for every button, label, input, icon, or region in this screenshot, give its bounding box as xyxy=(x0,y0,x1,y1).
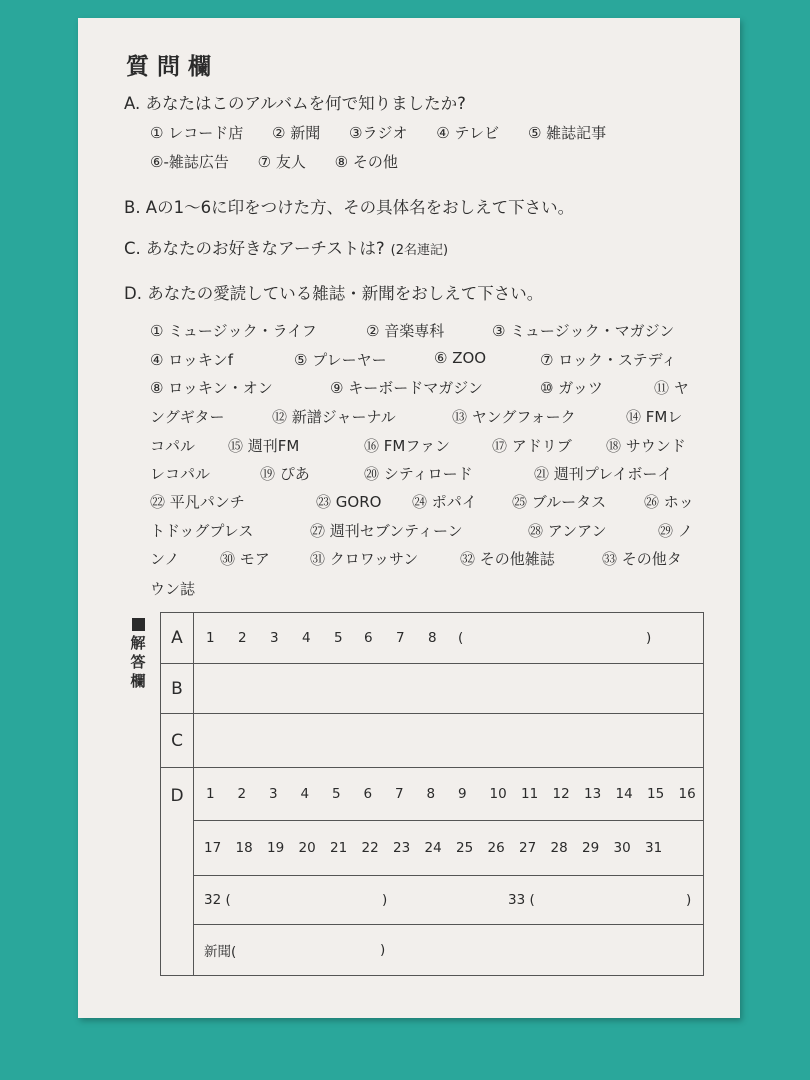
answer-cell-d-numbers-2[interactable] xyxy=(194,821,704,876)
answer-cell-a[interactable] xyxy=(194,613,704,664)
answer-label-char: 解 xyxy=(130,634,146,652)
answer-d-number[interactable]: 5 xyxy=(332,786,341,802)
answer-a-number[interactable]: 1 xyxy=(206,630,215,646)
option-a-5[interactable]: ⑤ 雑誌記事 xyxy=(527,124,607,142)
magazine-option[interactable]: ⑲ ぴあ xyxy=(260,465,310,483)
page-title: 質問欄 xyxy=(126,54,219,80)
magazine-option[interactable]: ④ ロッキンf xyxy=(150,351,234,369)
magazine-option[interactable]: ⑱ サウンド xyxy=(606,437,686,455)
answer-d-number[interactable]: 23 xyxy=(393,840,411,856)
answer-d-number[interactable]: 9 xyxy=(458,786,467,802)
magazine-option[interactable]: ㉑ 週刊プレイボーイ xyxy=(534,465,673,483)
magazine-option[interactable]: レコパル xyxy=(150,465,211,483)
option-a-2[interactable]: ② 新聞 xyxy=(272,124,321,142)
magazine-option[interactable]: ③ ミュージック・マガジン xyxy=(492,322,675,340)
answer-d-number[interactable]: 11 xyxy=(521,786,539,802)
answer-d-number[interactable]: 8 xyxy=(426,786,436,802)
answer-cell-d-numbers-1[interactable] xyxy=(194,768,704,821)
answer-a-number[interactable]: 4 xyxy=(302,630,311,646)
magazine-option[interactable]: ⑯ FMファン xyxy=(364,437,451,455)
magazine-option[interactable]: ⑳ シティロード xyxy=(364,465,473,483)
row-label-c: C xyxy=(161,714,194,768)
answer-a-number[interactable]: 7 xyxy=(396,630,405,646)
question-c-label xyxy=(124,235,448,259)
magazine-option[interactable]: ② 音楽専科 xyxy=(366,322,445,340)
answer-d-number[interactable]: 25 xyxy=(456,840,474,856)
answer-a-number[interactable]: 5 xyxy=(334,630,343,646)
answer-other-magazine-32-close: ) xyxy=(382,892,388,908)
magazine-option[interactable]: ⑭ FMレ xyxy=(626,408,683,426)
answer-d-number[interactable]: 18 xyxy=(235,840,253,856)
answer-d-number[interactable]: 24 xyxy=(424,840,442,856)
question-a-options-row1 xyxy=(150,122,630,143)
answer-d-number[interactable]: 20 xyxy=(298,840,316,856)
row-label-d: D xyxy=(161,768,194,976)
answer-other-town-magazine-33[interactable]: 33 ( xyxy=(508,892,535,908)
answer-d-number[interactable]: 17 xyxy=(204,840,222,856)
magazine-option[interactable]: ⑬ ヤングフォーク xyxy=(452,408,576,426)
answer-d-number[interactable]: 15 xyxy=(647,786,665,802)
answer-d-number[interactable]: 12 xyxy=(552,786,570,802)
answer-d-number[interactable]: 16 xyxy=(678,786,696,802)
answer-d-number[interactable]: 1 xyxy=(206,786,215,802)
answer-cell-d-newspaper[interactable] xyxy=(194,925,704,976)
magazine-option[interactable]: ㉔ ポパイ xyxy=(412,493,477,511)
square-bullet-icon xyxy=(132,618,145,631)
magazine-option[interactable]: ⑨ キーボードマガジン xyxy=(330,379,483,397)
magazine-option[interactable]: ㉚ モア xyxy=(220,550,270,568)
answer-row-b xyxy=(161,664,704,714)
row-label-b: B xyxy=(161,664,194,714)
answer-row-a xyxy=(161,613,704,664)
answer-d-number[interactable]: 2 xyxy=(237,786,247,802)
magazine-option[interactable]: ⑮ 週刊FM xyxy=(228,437,300,455)
answer-d-number[interactable]: 29 xyxy=(582,840,600,856)
option-a-8[interactable]: ⑧ その他 xyxy=(334,153,398,171)
option-a-3[interactable]: ③ラジオ xyxy=(349,124,408,142)
magazine-option[interactable]: ⑧ ロッキン・オン xyxy=(150,379,273,397)
magazine-option[interactable]: ングギター xyxy=(150,408,225,426)
answer-newspaper[interactable]: 新聞( xyxy=(204,944,237,960)
magazine-option[interactable]: ンノ xyxy=(150,550,180,568)
question-d-label: D. あなたの愛読している雑誌・新聞をおしえて下さい。 xyxy=(124,284,544,303)
magazine-option[interactable]: ㉙ ノ xyxy=(658,522,693,540)
magazine-option[interactable]: ⑦ ロック・ステディ xyxy=(540,351,677,369)
answer-d-number[interactable]: 30 xyxy=(613,840,631,856)
question-a-options-row2 xyxy=(150,151,422,172)
magazine-option[interactable]: ㉝ その他タ xyxy=(602,550,682,568)
answer-d-number[interactable]: 3 xyxy=(269,786,278,802)
magazine-option[interactable]: ⑫ 新譜ジャーナル xyxy=(272,408,396,426)
magazine-option[interactable]: ウン誌 xyxy=(150,580,196,598)
answer-label-char: 答 xyxy=(130,653,146,671)
answer-cell-c[interactable] xyxy=(194,714,704,768)
magazine-option[interactable]: ㉛ クロワッサン xyxy=(310,550,419,568)
answer-a-number[interactable]: 2 xyxy=(238,630,247,646)
magazine-option[interactable]: ㉜ その他雑誌 xyxy=(460,550,555,568)
row-label-a: A xyxy=(161,613,194,664)
magazine-option[interactable]: ① ミュージック・ライフ xyxy=(150,322,317,340)
magazine-option[interactable]: トドッグプレス xyxy=(150,522,254,540)
questionnaire-card xyxy=(78,18,740,1018)
answer-table xyxy=(160,612,704,976)
answer-d-number[interactable]: 7 xyxy=(395,786,404,802)
answer-d-number[interactable]: 27 xyxy=(519,840,537,856)
option-a-4[interactable]: ④ テレビ xyxy=(436,124,500,142)
magazine-option[interactable]: ㉗ 週刊セブンティーン xyxy=(310,522,463,540)
answer-row-d1 xyxy=(161,768,704,821)
answer-cell-d-other[interactable] xyxy=(194,876,704,925)
answer-a-close-paren: ) xyxy=(646,630,652,646)
answer-row-d4 xyxy=(161,925,704,976)
answer-d-number[interactable]: 28 xyxy=(550,840,568,856)
answer-d-number[interactable]: 22 xyxy=(361,840,379,856)
answer-a-number[interactable]: 6 xyxy=(364,630,373,646)
question-b-label: B. Aの1～6に印をつけた方、その具体名をおしえて下さい。 xyxy=(124,198,575,217)
answer-d-number[interactable]: 6 xyxy=(363,786,373,802)
magazine-option[interactable]: ㉘ アンアン xyxy=(528,522,607,540)
answer-row-c xyxy=(161,714,704,768)
answer-row-d2 xyxy=(161,821,704,876)
answer-row-d3 xyxy=(161,876,704,925)
answer-d-number[interactable]: 14 xyxy=(615,786,633,802)
magazine-option[interactable]: ㉖ ホッ xyxy=(644,493,694,511)
magazine-option[interactable]: ㉒ 平凡パンチ xyxy=(150,493,245,511)
answer-d-number[interactable]: 4 xyxy=(300,786,310,802)
magazine-option[interactable]: ⑪ ヤ xyxy=(654,379,689,397)
answer-d-number[interactable]: 26 xyxy=(487,840,505,856)
answer-d-number[interactable]: 10 xyxy=(489,786,507,802)
answer-a-open-paren: ( xyxy=(458,630,464,646)
answer-section-label xyxy=(128,616,148,691)
answer-other-magazine-32[interactable]: 32 ( xyxy=(204,892,231,908)
answer-a-number[interactable]: 3 xyxy=(270,630,279,646)
question-a-label: A. あなたはこのアルバムを何で知りましたか? xyxy=(124,94,466,113)
answer-cell-b[interactable] xyxy=(194,664,704,714)
magazine-option[interactable]: ㉕ ブルータス xyxy=(512,493,607,511)
answer-d-number[interactable]: 31 xyxy=(645,840,663,856)
option-a-1[interactable]: ① レコード店 xyxy=(150,124,244,142)
magazine-option[interactable]: コパル xyxy=(150,437,196,455)
magazine-option[interactable]: ⑤ プレーヤー xyxy=(294,351,387,369)
question-c-text: C. あなたのお好きなアーチストは? xyxy=(124,239,385,258)
answer-other-town-magazine-33-close: ) xyxy=(686,892,692,908)
answer-newspaper-close: ) xyxy=(380,942,386,958)
magazine-option[interactable]: ㉓ GORO xyxy=(316,493,382,511)
question-c-note: (2名連記) xyxy=(390,243,449,258)
answer-d-number[interactable]: 21 xyxy=(330,840,348,856)
answer-d-number[interactable]: 19 xyxy=(267,840,285,856)
magazine-option[interactable]: ⑩ ガッツ xyxy=(540,379,603,397)
answer-label-char: 欄 xyxy=(130,672,146,690)
magazine-option[interactable]: ⑰ アドリブ xyxy=(492,437,572,455)
answer-d-number[interactable]: 13 xyxy=(584,786,602,802)
option-a-6[interactable]: ⑥-雑誌広告 xyxy=(150,153,229,171)
answer-a-number[interactable]: 8 xyxy=(428,630,437,646)
magazine-option[interactable]: ⑥ ZOO xyxy=(434,349,487,367)
option-a-7[interactable]: ⑦ 友人 xyxy=(257,153,306,171)
